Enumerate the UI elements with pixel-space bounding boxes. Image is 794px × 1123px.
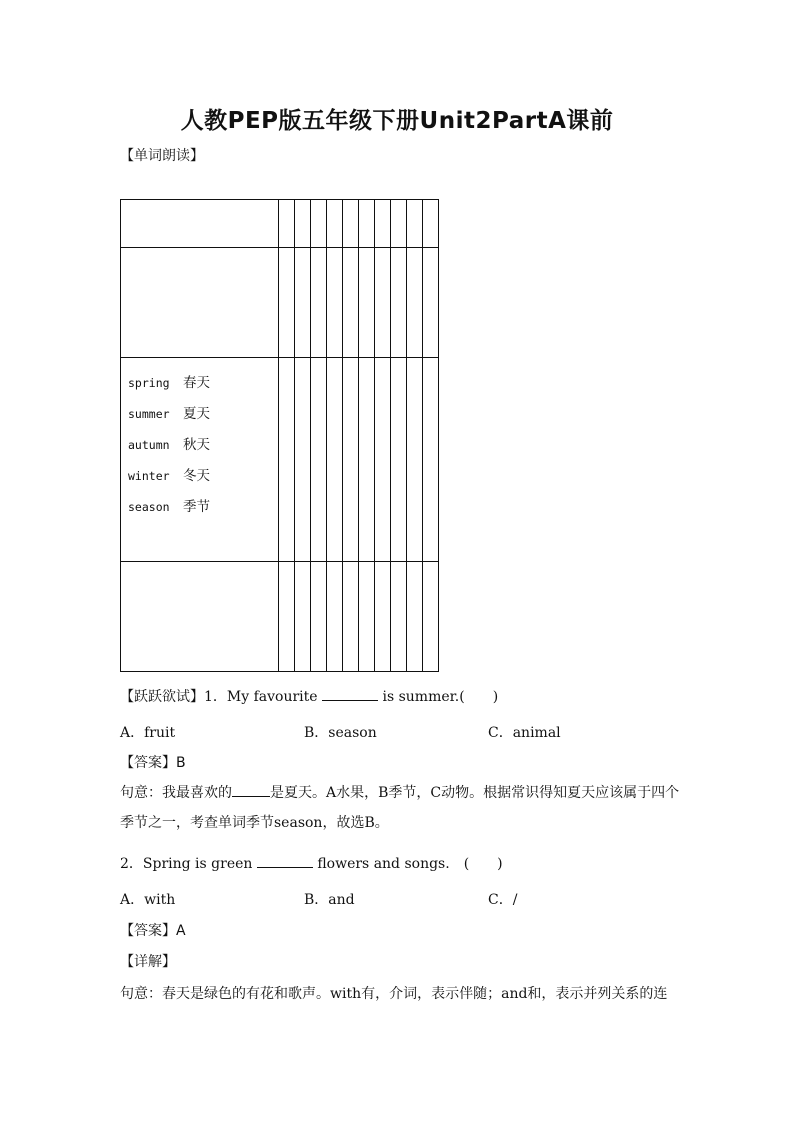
word-item: spring 春天 <box>128 375 210 391</box>
page-title: 人教PEP版五年级下册Unit2PartA课前 <box>180 108 614 134</box>
word-list-cell <box>121 358 279 562</box>
explanation-2: 句意：春天是绿色的有花和歌声。with有，介词，表示伴随；and和，表示并列关系的连 <box>120 986 668 1002</box>
table-cell <box>121 248 279 358</box>
question-1-prefix: 【跃跃欲试】1．My favourite <box>120 689 318 705</box>
detail-label: 【详解】 <box>120 954 176 970</box>
table-row <box>121 358 439 562</box>
vocab-table <box>120 199 439 672</box>
table-row <box>121 562 439 672</box>
answer-blank <box>257 853 313 868</box>
question-2-suffix: flowers and songs. ( ) <box>317 856 503 872</box>
question-2-options <box>120 889 517 909</box>
word-item: winter 冬天 <box>128 468 210 484</box>
explanation-1: 句意：我最喜欢的 是夏天。A水果，B季节，C动物。根据常识得知夏天应该属于四个季节之一，考查单词季节season，故选B。 <box>120 778 680 838</box>
answer-2: 【答案】A <box>120 923 186 939</box>
option-a: A．fruit <box>120 725 176 741</box>
option-c: C．/ <box>488 892 518 908</box>
table-row <box>121 200 439 248</box>
table-row <box>121 248 439 358</box>
table-cell <box>121 562 279 672</box>
table-cell <box>121 200 279 248</box>
option-c: C．animal <box>488 725 561 741</box>
option-b: B．and <box>304 892 355 908</box>
question-1-options <box>120 722 561 742</box>
option-b: B．season <box>304 725 377 741</box>
question-2 <box>120 853 503 873</box>
section-word-reading: 【单词朗读】 <box>120 148 204 164</box>
word-item: season 季节 <box>128 499 210 515</box>
question-1-suffix: is summer.( ) <box>382 689 499 705</box>
question-1 <box>120 686 498 706</box>
answer-1: 【答案】B <box>120 755 186 771</box>
word-item: autumn 秋天 <box>128 437 210 453</box>
answer-blank <box>322 686 378 701</box>
option-a: A．with <box>120 892 176 908</box>
question-2-prefix: 2．Spring is green <box>120 856 253 872</box>
word-item: summer 夏天 <box>128 406 210 422</box>
answer-blank <box>232 782 270 797</box>
